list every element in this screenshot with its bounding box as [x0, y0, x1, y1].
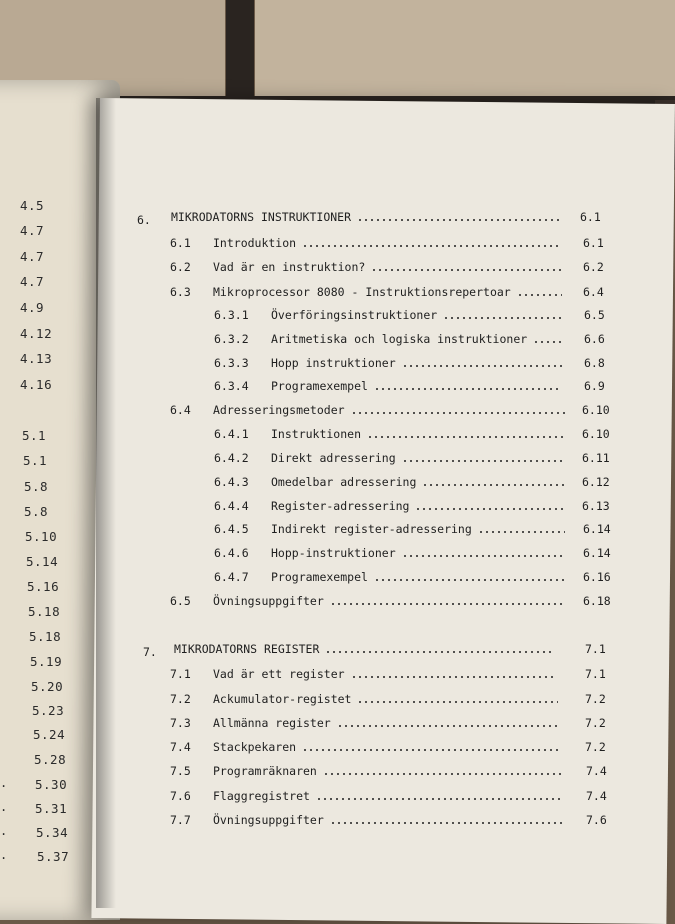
left-page-number: 5.20	[31, 679, 64, 694]
toc-page-number: 6.1	[580, 210, 601, 224]
leader-dots	[357, 701, 558, 703]
toc-page-number: 6.12	[582, 475, 610, 489]
toc-section-number: 7.	[143, 645, 157, 659]
toc-page-number: 6.4	[583, 285, 604, 299]
toc-entry	[0, 692, 675, 708]
toc-page-number: 6.13	[582, 499, 610, 513]
toc-title: Programräknaren	[213, 764, 317, 778]
toc-entry	[0, 285, 675, 301]
toc-title: Flaggregistret	[213, 789, 310, 803]
left-page-number: 5.8	[24, 479, 49, 494]
left-page-number: 5.1	[22, 428, 47, 443]
toc-title: Omedelbar adressering	[271, 475, 417, 489]
toc-entry	[0, 379, 675, 395]
toc-title: Stackpekaren	[213, 740, 297, 754]
toc-page-number: 6.10	[582, 403, 610, 417]
leader-dots	[422, 484, 565, 486]
leader-dots	[517, 294, 562, 296]
tile-grout	[226, 0, 254, 110]
left-page-number: 5.37	[37, 849, 70, 864]
toc-title: Aritmetiska och logiska instruktioner	[271, 332, 528, 346]
toc-title: Hopp-instruktioner	[271, 546, 396, 560]
toc-entry	[0, 260, 675, 276]
toc-chapter-heading	[0, 642, 675, 658]
left-page-number: 5.30	[35, 777, 68, 792]
leader-dots	[357, 219, 560, 221]
toc-page-number: 6.2	[583, 260, 604, 274]
leader-dots	[374, 388, 562, 390]
toc-page-number: 7.4	[586, 764, 607, 778]
leader-dots	[533, 341, 562, 343]
toc-title: Introduktion	[213, 236, 297, 250]
toc-page-number: 6.5	[584, 308, 605, 322]
leader-dots	[351, 676, 556, 678]
toc-entry	[0, 499, 675, 515]
toc-page-number: 6.1	[583, 236, 604, 250]
toc-title: Adresseringsmetoder	[213, 403, 345, 417]
leader-dots	[402, 555, 565, 557]
toc-section-number: 7.4	[170, 740, 191, 754]
toc-title: Vad är en instruktion?	[213, 260, 366, 274]
left-page-number: 4.12	[20, 326, 53, 341]
left-page-number: 4.16	[20, 377, 53, 392]
toc-section-number: 6.3.3	[214, 356, 249, 370]
left-page-number: 5.18	[28, 604, 61, 619]
left-page-number: 5.24	[33, 727, 66, 742]
toc-page-number: 7.2	[585, 740, 606, 754]
left-page-number: 5.18	[29, 629, 62, 644]
toc-page-number: 6.18	[583, 594, 611, 608]
leader-dot: .	[0, 776, 8, 790]
left-page-number: 5.23	[32, 703, 65, 718]
toc-section-number: 6.4.7	[214, 570, 249, 584]
toc-page-number: 6.8	[584, 356, 605, 370]
toc-section-number: 6.3	[170, 285, 191, 299]
toc-entry	[0, 522, 675, 538]
leader-dots	[337, 725, 560, 727]
toc-entry	[0, 451, 675, 467]
toc-entry	[0, 236, 675, 252]
toc-title: Programexempel	[271, 379, 368, 393]
left-page-number: 4.7	[20, 274, 45, 289]
background-tile	[255, 0, 675, 100]
toc-title: Allmänna register	[213, 716, 331, 730]
toc-section-number: 6.3.2	[214, 332, 249, 346]
leader-dots	[415, 508, 565, 510]
left-page-number: 5.28	[34, 752, 67, 767]
toc-page-number: 7.2	[585, 716, 606, 730]
left-page-number: 4.13	[20, 351, 53, 366]
toc-entry	[0, 308, 675, 324]
left-page-number: 5.16	[27, 579, 60, 594]
toc-entry	[0, 789, 675, 805]
toc-page-number: 7.1	[585, 642, 606, 656]
left-page-number: 5.19	[30, 654, 63, 669]
toc-page-number: 6.14	[583, 546, 611, 560]
toc-section-number: 7.1	[170, 667, 191, 681]
left-page-number: 4.7	[20, 249, 45, 264]
toc-entry	[0, 546, 675, 562]
leader-dots	[325, 651, 552, 653]
left-page-number: 5.8	[24, 504, 49, 519]
toc-entry	[0, 716, 675, 732]
toc-title: Indirekt register-adressering	[271, 522, 472, 536]
toc-entry	[0, 403, 675, 419]
toc-section-number: 6.4.6	[214, 546, 249, 560]
toc-title: Programexempel	[271, 570, 368, 584]
toc-title: Vad är ett register	[213, 667, 345, 681]
leader-dots	[371, 269, 561, 271]
left-page-number: 5.31	[35, 801, 68, 816]
toc-entry	[0, 332, 675, 348]
toc-section-number: 6.3.1	[214, 308, 249, 322]
leader-dots	[302, 245, 560, 247]
toc-title: Mikroprocessor 8080 - Instruktionsrepertoar	[213, 285, 511, 299]
toc-title: Direkt adressering	[271, 451, 396, 465]
toc-entry	[0, 356, 675, 372]
toc-chapter-heading	[0, 210, 675, 226]
toc-section-number: 6.4.3	[214, 475, 249, 489]
leader-dots	[316, 798, 561, 800]
toc-section-number: 7.5	[170, 764, 191, 778]
toc-section-number: 7.7	[170, 813, 191, 827]
leader-dot: .	[0, 800, 8, 814]
toc-title: Instruktionen	[271, 427, 362, 441]
leader-dots	[330, 822, 562, 824]
toc-page-number: 6.10	[582, 427, 610, 441]
left-page-number: 5.14	[26, 554, 59, 569]
leader-dots	[402, 365, 562, 367]
toc-title: Övningsuppgifter	[213, 813, 324, 827]
left-page-number: 4.9	[20, 300, 45, 315]
toc-title: Övningsuppgifter	[213, 594, 324, 608]
toc-section-number: 6.4.5	[214, 522, 249, 536]
toc-page-number: 6.16	[583, 570, 611, 584]
leader-dots	[402, 460, 565, 462]
leader-dot: .	[0, 824, 8, 838]
toc-page-number: 7.4	[586, 789, 607, 803]
toc-title: Ackumulator-registet	[213, 692, 352, 706]
toc-section-number: 6.5	[170, 594, 191, 608]
toc-title: Överföringsinstruktioner	[271, 308, 438, 322]
toc-entry	[0, 667, 675, 683]
leader-dot: .	[0, 848, 8, 862]
toc-entry	[0, 740, 675, 756]
toc-section-number: 6.3.4	[214, 379, 249, 393]
toc-title: Register-adressering	[271, 499, 410, 513]
toc-entry	[0, 427, 675, 443]
toc-page-number: 6.6	[584, 332, 605, 346]
leader-dots	[443, 317, 562, 319]
toc-title: MIKRODATORNS REGISTER	[174, 642, 320, 656]
left-page-number: 5.10	[25, 529, 58, 544]
toc-page-number: 6.14	[583, 522, 611, 536]
toc-section-number: 7.3	[170, 716, 191, 730]
leader-dots	[323, 773, 561, 775]
toc-page-number: 7.6	[586, 813, 607, 827]
leader-dots	[374, 579, 565, 581]
toc-entry	[0, 475, 675, 491]
toc-section-number: 6.2	[170, 260, 191, 274]
toc-page-number: 7.2	[585, 692, 606, 706]
toc-section-number: 6.4	[170, 403, 191, 417]
toc-section-number: 6.	[137, 213, 151, 227]
toc-entry	[0, 764, 675, 780]
toc-page-number: 7.1	[585, 667, 606, 681]
left-page-number: 4.7	[20, 223, 45, 238]
left-page-number: 5.34	[36, 825, 69, 840]
toc-title: Hopp instruktioner	[271, 356, 396, 370]
toc-section-number: 6.1	[170, 236, 191, 250]
leader-dots	[302, 749, 560, 751]
toc-entry	[0, 570, 675, 586]
leader-dots	[330, 603, 565, 605]
leader-dots	[351, 412, 565, 414]
left-page-number: 5.1	[23, 453, 48, 468]
toc-page-number: 6.11	[582, 451, 610, 465]
toc-title: MIKRODATORNS INSTRUKTIONER	[171, 210, 352, 224]
toc-section-number: 7.6	[170, 789, 191, 803]
toc-section-number: 6.4.1	[214, 427, 249, 441]
toc-section-number: 6.4.4	[214, 499, 249, 513]
leader-dots	[478, 531, 565, 533]
toc-section-number: 6.4.2	[214, 451, 249, 465]
toc-entry	[0, 813, 675, 829]
leader-dots	[367, 436, 565, 438]
left-page-number: 4.5	[20, 198, 45, 213]
toc-section-number: 7.2	[170, 692, 191, 706]
toc-page-number: 6.9	[584, 379, 605, 393]
toc-entry	[0, 594, 675, 610]
